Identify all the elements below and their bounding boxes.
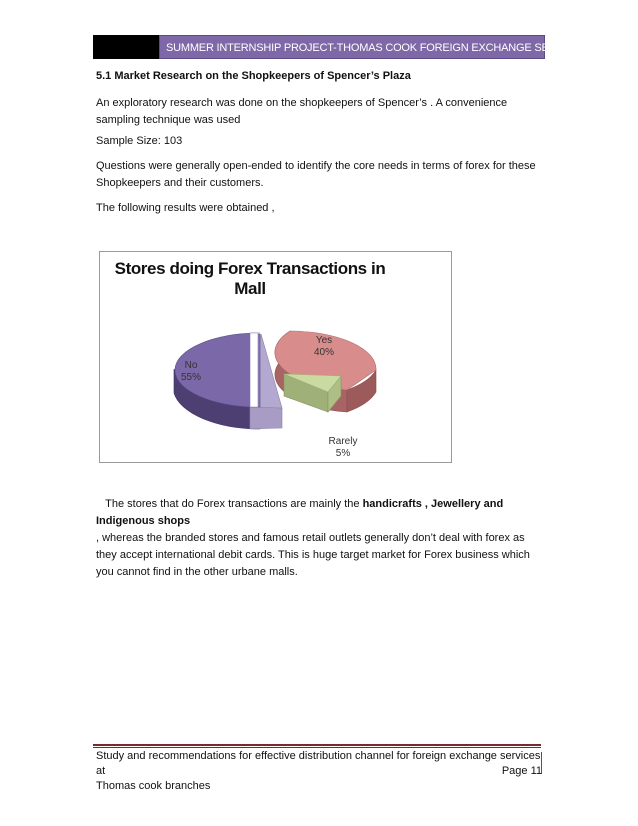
label-yes <box>312 335 336 359</box>
label-rarely-value: 5% <box>335 448 351 459</box>
label-rarely <box>326 436 360 460</box>
label-rarely-name: Rarely <box>328 436 358 447</box>
pie-chart <box>99 251 452 463</box>
header-banner <box>159 35 589 59</box>
footer-line-2: Thomas cook branches <box>96 780 211 792</box>
pie-chart-svg <box>100 252 453 464</box>
pie-slice-rarely <box>284 374 341 412</box>
paragraph-questions: Questions were generally open-ended to identify the core needs in terms of forex for these Shopkeepers and their customers. <box>96 160 536 189</box>
footer <box>96 749 542 794</box>
footer-line-1: Study and recommendations for effective distribution channel for foreign exchange services at <box>96 750 541 777</box>
section-title: 5.1 Market Research on the Shopkeepers of Spencer’s Plaza <box>96 70 411 82</box>
paragraph-sample-size: Sample Size: 103 <box>96 135 183 147</box>
label-no-value: 55% <box>180 372 201 383</box>
label-yes-value: 40% <box>313 347 334 358</box>
footer-rule-thin <box>93 747 541 748</box>
paragraph-results-intro: The following results were obtained , <box>96 202 275 214</box>
footer-rule-thick <box>93 744 541 746</box>
conclusion-text-end: , whereas the branded stores and famous retail outlets generally don’t deal with forex as they accept international debit cards. This is huge target market for Forex business which you cannot find in the other urbane malls. <box>96 532 530 578</box>
label-no <box>177 360 205 384</box>
chart-title: Stores doing Forex Transactions in Mall <box>114 259 386 298</box>
header-title: SUMMER INTERNSHIP PROJECT-THOMAS COOK FOREIGN EXCHANGE SERVICES <box>166 42 589 54</box>
page-number: Page 11 <box>501 765 542 777</box>
conclusion-text-start: The stores that do Forex transactions are mainly the <box>96 498 363 510</box>
label-yes-name: Yes <box>315 335 333 346</box>
label-no-name: No <box>184 360 198 371</box>
conclusion-bold-text: handicrafts , Jewellery and Indigenous shops <box>96 498 504 527</box>
paragraph-conclusion <box>96 496 546 581</box>
header-black-block <box>93 35 159 59</box>
paragraph-research: An exploratory research was done on the shopkeepers of Spencer’s . A convenience sampling technique was used <box>96 97 508 126</box>
